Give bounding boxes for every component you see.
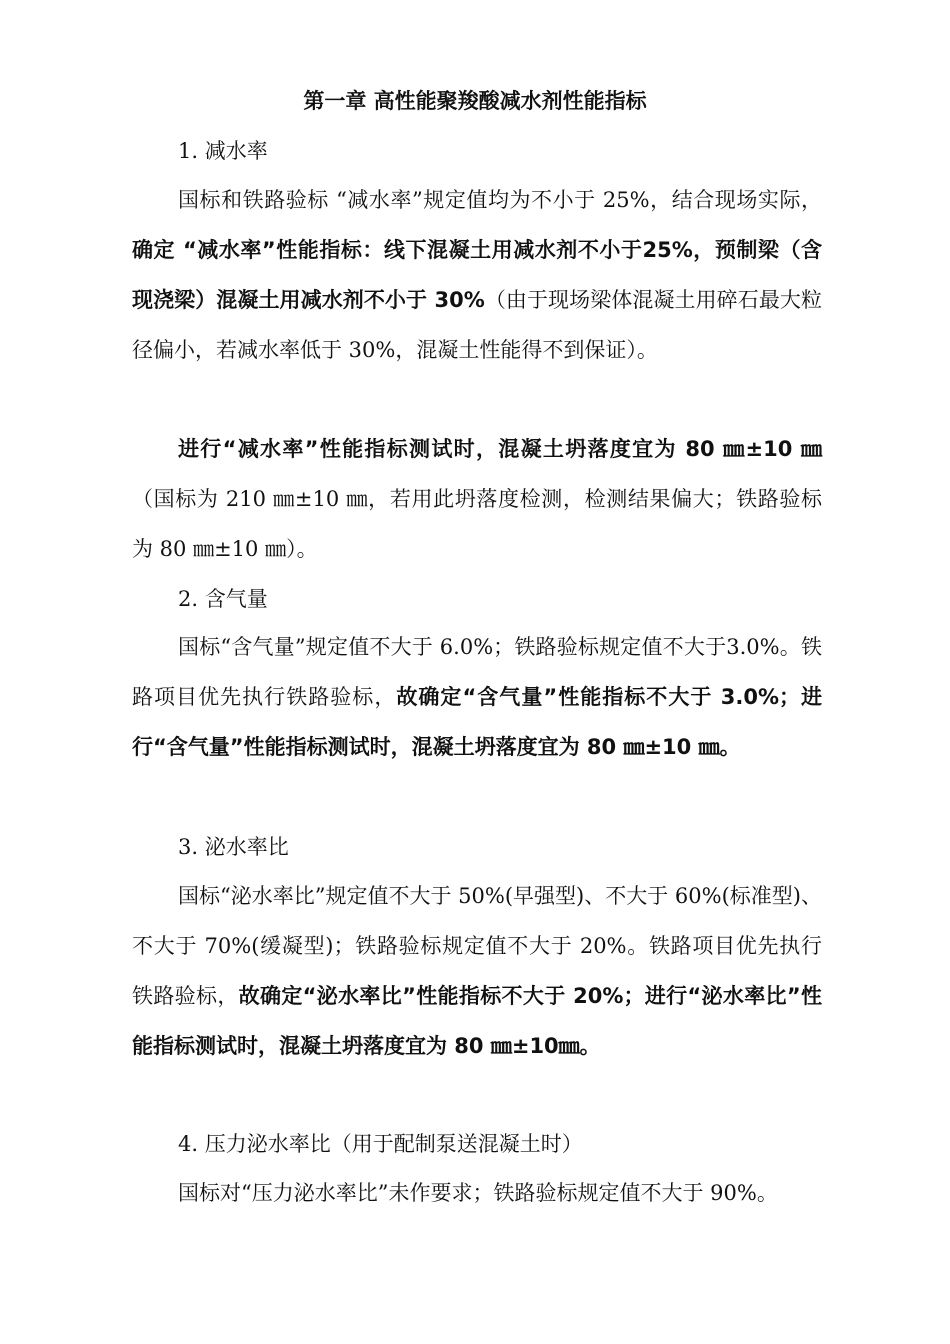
text-run: （由于现场梁体混凝土用碎石最大粒径偏小，若减水率低于 30%，混凝土性能得不到保证）。 <box>132 288 822 362</box>
section-heading-bleeding-ratio: 3. 泌水率比 <box>178 835 289 859</box>
paragraph-air-content <box>132 622 822 772</box>
paragraph-water-reduction-test <box>132 424 822 574</box>
chapter-title: 第一章 高性能聚羧酸减水剂性能指标 <box>303 89 647 113</box>
text-run: 国标对“压力泌水率比”未作要求；铁路验标规定值不大于 90%。 <box>178 1181 778 1205</box>
section-heading-air-content: 2. 含气量 <box>178 587 268 611</box>
paragraph-water-reduction-spec <box>132 175 822 375</box>
paragraph-bleeding-ratio <box>132 871 822 1071</box>
text-run-bold: 故确定“含气量”性能指标不大于 3.0%；进行“含气量”性能指标测试时，混凝土坍落度宜为 80 ㎜±10 ㎜。 <box>132 685 823 759</box>
text-run: （国标为 210 ㎜±10 ㎜，若用此坍落度检测，检测结果偏大；铁路验标为 80 ㎜±10 ㎜）。 <box>132 487 822 561</box>
paragraph-pressure-bleeding <box>132 1168 822 1218</box>
text-run: 国标“含气量”规定值不大于 6.0%；铁路验标规定值不大于3.0%。铁路项目优先执行铁路验标， <box>132 635 822 709</box>
text-run: 国标“泌水率比”规定值不大于 50%(早强型)、不大于 60%(标准型)、不大于 70%(缓凝型)；铁路验标规定值不大于 20%。铁路项目优先执行铁路验标， <box>132 884 822 1008</box>
text-run-bold: 确定 “减水率”性能指标：线下混凝土用减水剂不小于25%，预制梁（含现浇梁）混凝土用减水剂不小于 30% <box>132 238 822 312</box>
section-heading-pressure-bleeding: 4. 压力泌水率比（用于配制泵送混凝土时） <box>178 1132 583 1156</box>
text-run-bold: 故确定“泌水率比”性能指标不大于 20%；进行“泌水率比”性能指标测试时，混凝土坍落度宜为 80 ㎜±10㎜。 <box>132 984 823 1058</box>
section-heading-water-reduction: 1. 减水率 <box>178 139 268 163</box>
text-run: 国标和铁路验标 “减水率”规定值均为不小于 25%，结合现场实际， <box>178 188 822 212</box>
text-run-bold: 进行“减水率”性能指标测试时，混凝土坍落度宜为 80 ㎜±10 ㎜ <box>178 437 822 461</box>
